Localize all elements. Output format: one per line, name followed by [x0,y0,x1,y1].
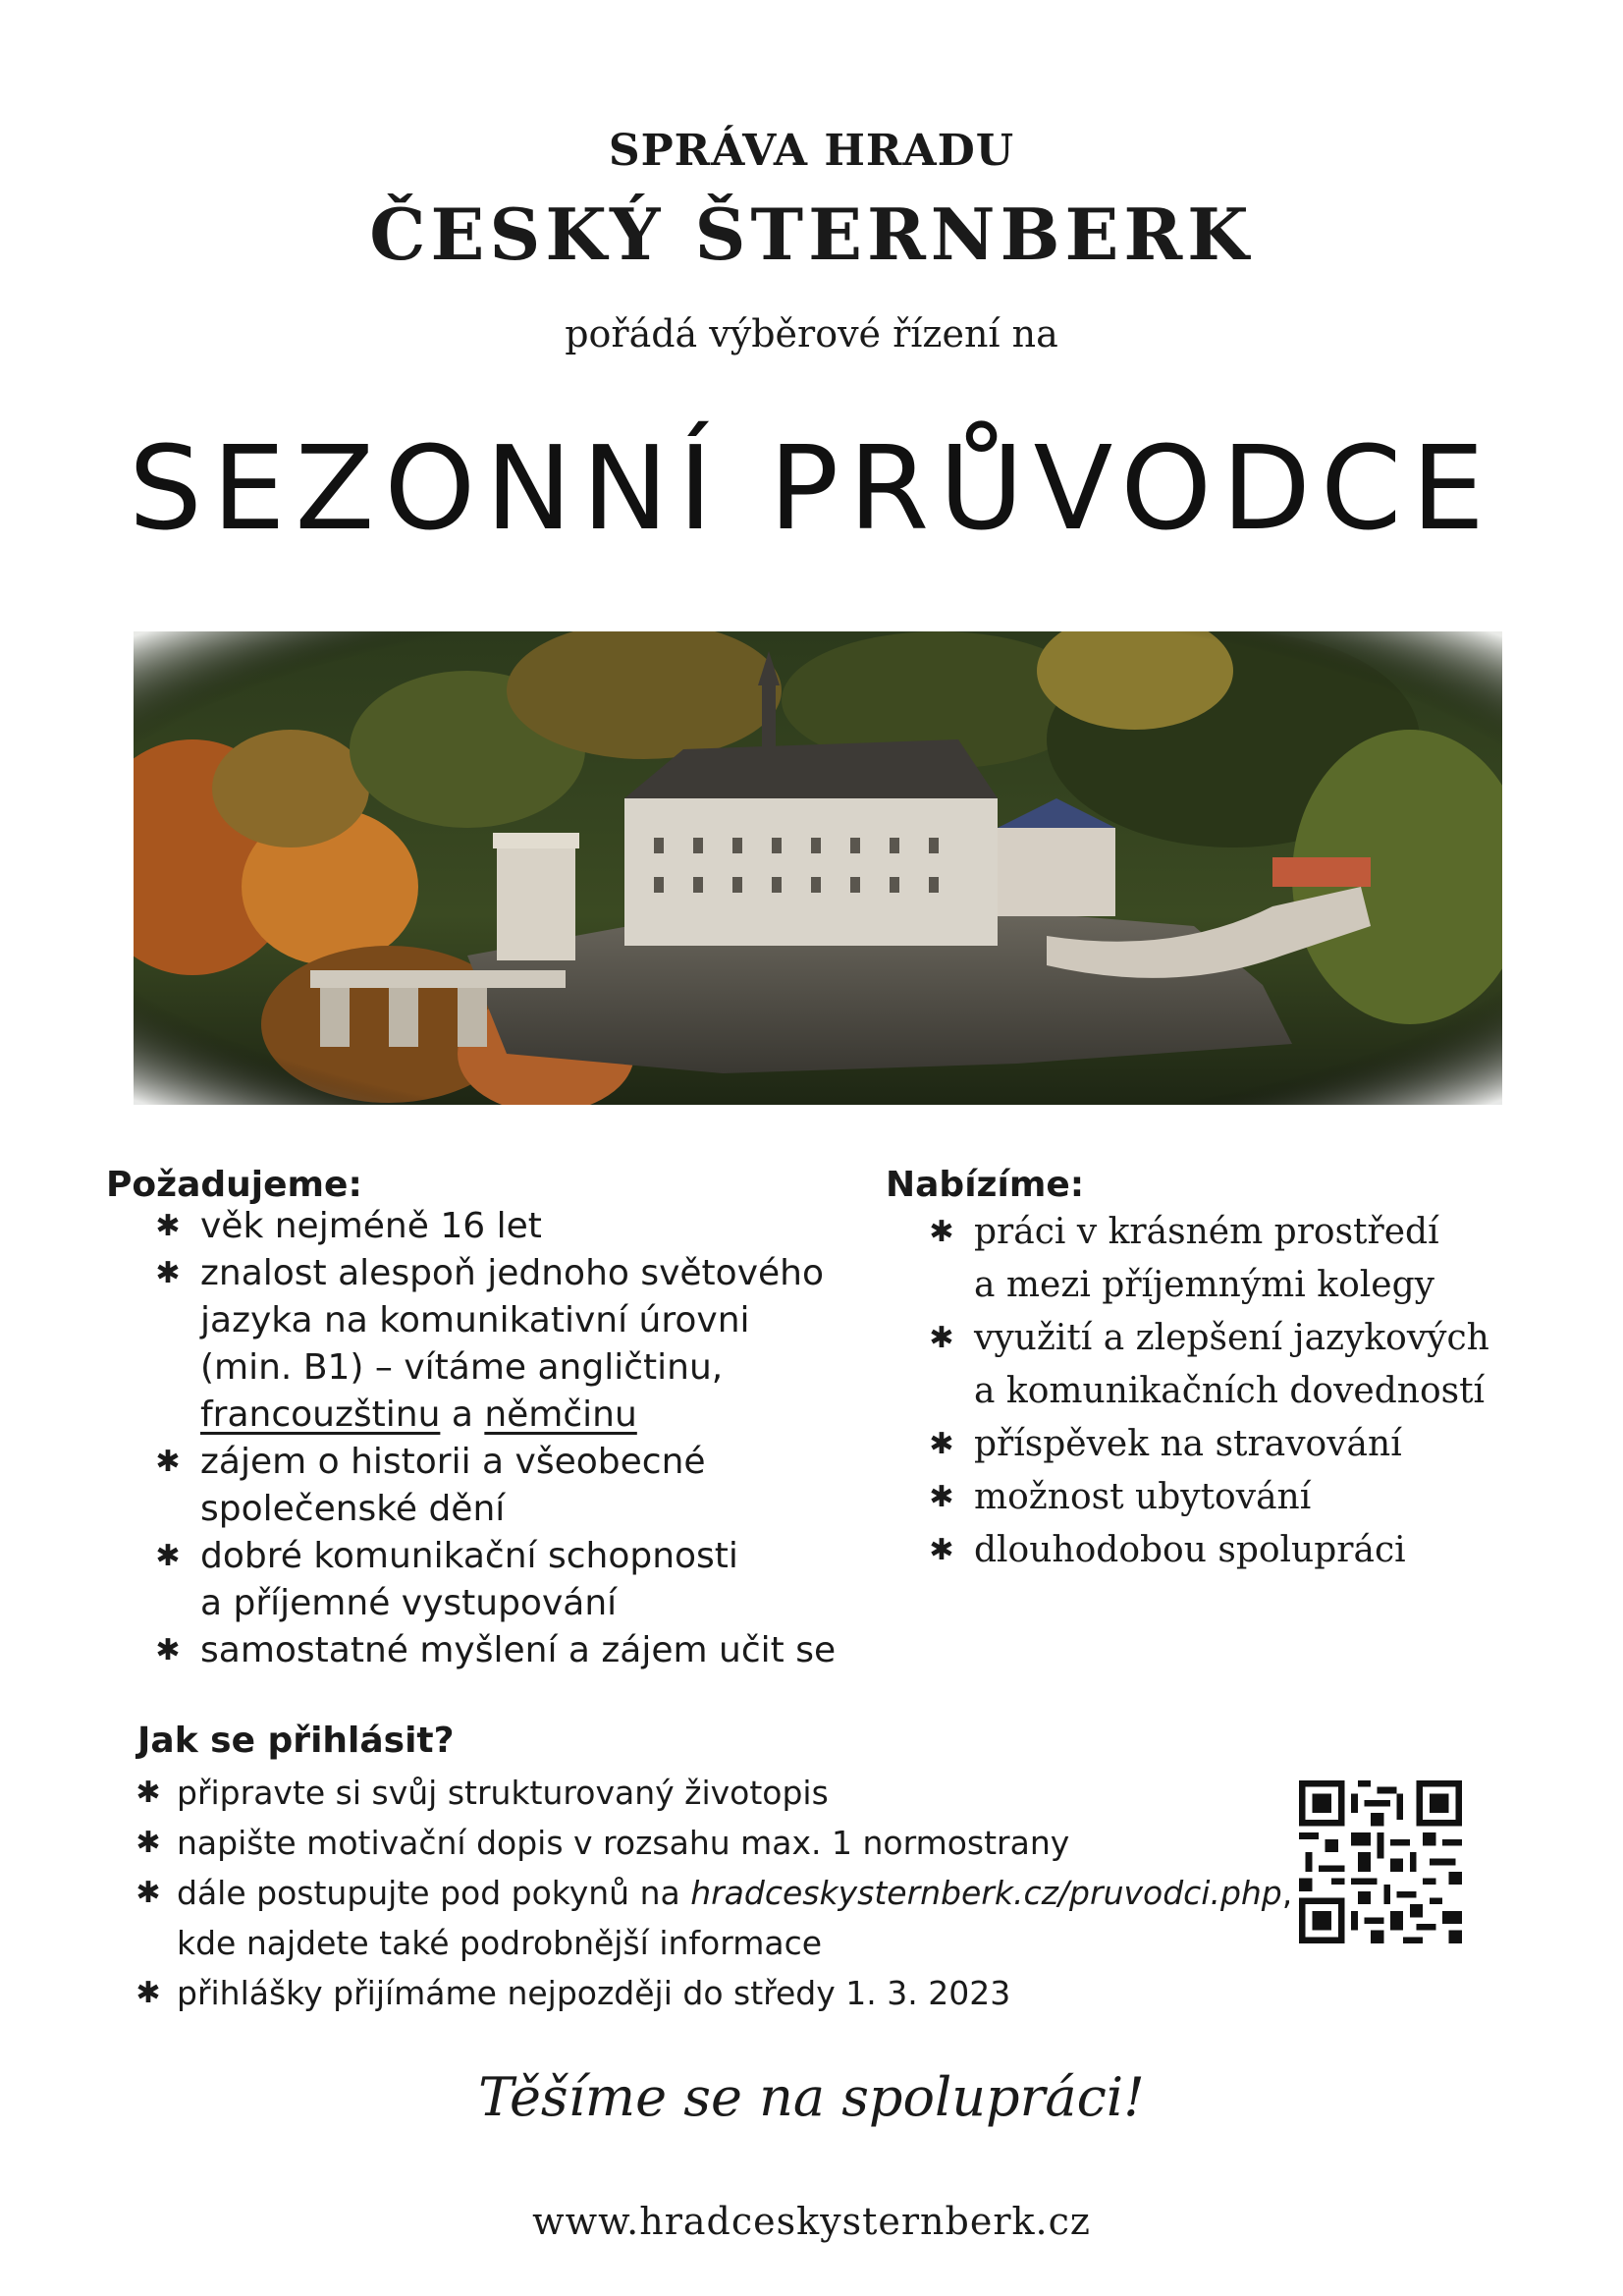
requirement-text: znalost alespoň jednoho světového [200,1253,824,1293]
list-item [134,1968,1263,2018]
list-item [134,1818,1263,1868]
offer-text: možnost ubytování [974,1477,1312,1517]
conjunction-text: a [440,1394,485,1435]
list-item [153,1250,840,1439]
asterisk-bullet-icon: ✱ [155,1209,181,1243]
list-item [153,1533,840,1627]
asterisk-bullet-icon: ✱ [929,1427,954,1461]
list-item [927,1418,1536,1471]
language-french: francouzštinu [200,1394,441,1435]
closing-message: Těšíme se na spolupráci! [478,2066,1145,2128]
asterisk-bullet-icon: ✱ [155,1445,181,1479]
castle-photo [134,631,1502,1105]
list-item [927,1524,1536,1577]
asterisk-bullet-icon: ✱ [155,1256,181,1290]
list-item [927,1312,1536,1418]
apply-step-text: připravte si svůj strukturovaný životopis [177,1774,829,1812]
asterisk-bullet-icon: ✱ [135,1776,161,1810]
apply-step-text: přihlášky přijímáme nejpozději do středy 1. 3. 2023 [177,1974,1011,2012]
offer-text: dlouhodobou spolupráci [974,1530,1406,1570]
list-item [927,1471,1536,1524]
apply-title: Jak se přihlásit? [137,1721,455,1761]
apply-step-text: kde najdete také podrobnější informace [177,1924,823,1962]
apply-step-suffix: , [1281,1874,1293,1912]
requirement-text: věk nejméně 16 let [200,1206,542,1246]
apply-step-text: napište motivační dopis v rozsahu max. 1 normostrany [177,1824,1070,1862]
list-item [927,1206,1536,1312]
asterisk-bullet-icon: ✱ [135,1876,161,1910]
asterisk-bullet-icon: ✱ [929,1480,954,1514]
list-item [134,1868,1293,1968]
offer-text: a mezi příjemnými kolegy [974,1265,1434,1305]
requirements-list [153,1203,840,1674]
offer-text: a komunikačních dovedností [974,1371,1486,1411]
list-item [153,1203,840,1250]
requirement-text: jazyka na komunikativní úrovni [200,1300,750,1340]
requirement-text: dobré komunikační schopnosti [200,1536,738,1576]
requirements-title: Požadujeme: [106,1165,362,1205]
offer-text: příspěvek na stravování [974,1424,1402,1464]
requirement-text: a příjemné vystupování [200,1583,618,1623]
organization-line1: SPRÁVA HRADU [608,126,1015,176]
headline: SEZONNÍ PRŮVODCE [129,420,1494,556]
requirement-text: samostatné myšlení a zájem učit se [200,1630,837,1670]
asterisk-bullet-icon: ✱ [135,1976,161,2010]
asterisk-bullet-icon: ✱ [929,1321,954,1355]
requirement-text: zájem o historii a všeobecné [200,1442,706,1482]
offer-text: využití a zlepšení jazykových [974,1318,1489,1358]
asterisk-bullet-icon: ✱ [155,1633,181,1667]
asterisk-bullet-icon: ✱ [155,1539,181,1573]
asterisk-bullet-icon: ✱ [929,1215,954,1249]
offer-text: práci v krásném prostředí [974,1212,1439,1252]
apply-step-text [177,1868,1293,1918]
list-item [153,1439,840,1533]
asterisk-bullet-icon: ✱ [929,1533,954,1567]
requirement-text [200,1392,840,1439]
qr-code[interactable] [1299,1780,1462,1943]
requirement-text: společenské dění [200,1489,506,1529]
offers-list [927,1206,1536,1577]
requirement-text: (min. B1) – vítáme angličtinu, [200,1347,724,1388]
website-link[interactable]: www.hradceskysternberk.cz [532,2200,1091,2243]
offers-title: Nabízíme: [886,1165,1085,1205]
organization-line2: ČESKÝ ŠTERNBERK [369,192,1254,276]
asterisk-bullet-icon: ✱ [135,1826,161,1860]
list-item [134,1768,1263,1818]
language-german: němčinu [484,1394,637,1435]
subtitle: pořádá výběrové řízení na [565,312,1058,355]
guides-page-link[interactable]: hradceskysternberk.cz/pruvodci.php [690,1874,1282,1912]
apply-list [134,1768,1293,2018]
apply-step-prefix: dále postupujte pod pokynů na [177,1874,691,1912]
list-item [153,1627,840,1674]
